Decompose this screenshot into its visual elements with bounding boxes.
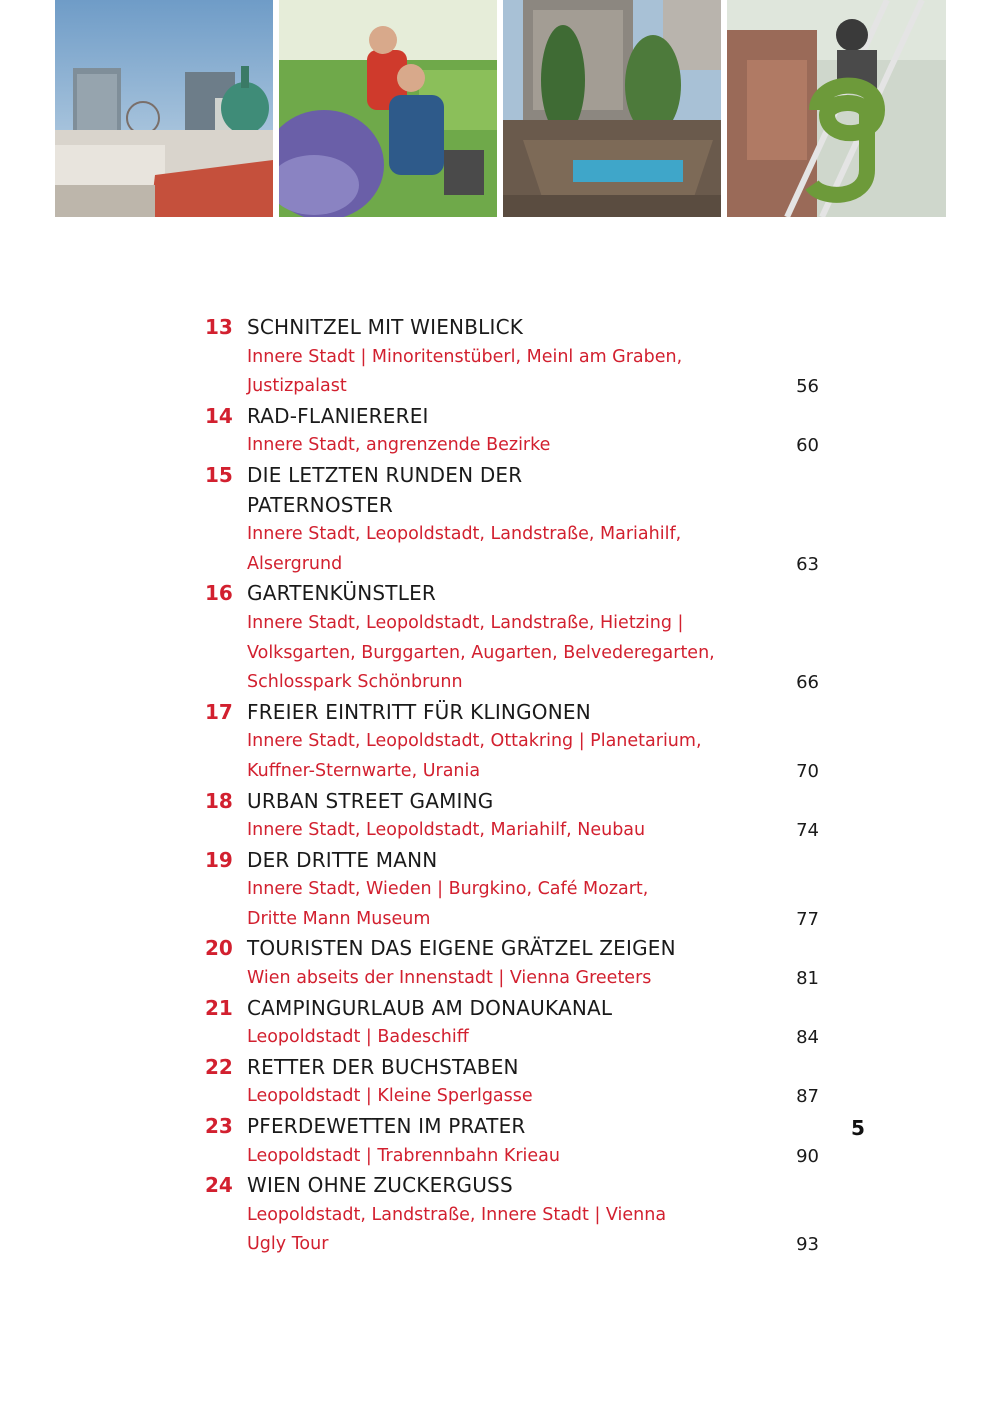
chapter-locations: Innere Stadt, Leopoldstadt, Mariahilf, Neubau [247,820,646,841]
toc-subtitle-row [205,639,825,669]
toc-title-row [205,491,825,521]
chapter-number: 23 [205,1114,233,1139]
toc-subtitle-row [205,372,825,402]
chapter-number: 21 [205,995,233,1020]
chapter-locations: Ugly Tour [247,1234,329,1255]
toc-title-row [205,579,825,609]
chapter-title: SCHNITZEL MIT WIENBLICK [247,315,524,339]
chapter-locations: Leopoldstadt | Kleine Sperlgasse [247,1086,533,1107]
toc-entry [205,846,825,935]
chapter-locations: Kuffner-Sternwarte, Urania [247,760,481,781]
chapter-page-number: 74 [796,820,819,842]
toc-subtitle-row [205,1023,825,1053]
toc-entry [205,787,825,846]
toc-entry [205,461,825,579]
toc-title-row [205,1112,825,1142]
toc-title-row [205,1053,825,1083]
toc-entry [205,1112,825,1171]
chapter-locations: Alsergrund [247,553,343,574]
chapter-locations: Leopoldstadt | Trabrennbahn Krieau [247,1145,560,1166]
chapter-number: 22 [205,1054,233,1079]
chapter-page-number: 90 [796,1145,819,1167]
toc-subtitle-row [205,727,825,757]
chapter-locations: Leopoldstadt | Badeschiff [247,1027,469,1048]
toc-entry [205,994,825,1053]
chapter-title: RETTER DER BUCHSTABEN [247,1054,519,1079]
toc-subtitle-row [205,1142,825,1172]
chapter-title: PFERDEWETTEN IM PRATER [247,1114,526,1139]
chapter-number: 17 [205,699,233,724]
toc-title-row [205,1171,825,1201]
chapter-page-number: 56 [796,376,819,398]
chapter-locations: Innere Stadt, angrenzende Bezirke [247,435,551,456]
chapter-title: TOURISTEN DAS EIGENE GRÄTZEL ZEIGEN [247,936,676,961]
toc-subtitle-row [205,875,825,905]
toc-subtitle-row [205,609,825,639]
chapter-locations: Innere Stadt, Leopoldstadt, Ottakring | Planetarium, [247,731,702,752]
table-of-contents [205,313,825,1260]
chapter-page-number: 66 [796,672,819,694]
chapter-page-number: 93 [796,1234,819,1256]
chapter-page-number: 81 [796,968,819,990]
toc-entry [205,934,825,993]
toc-entry [205,1171,825,1260]
chapter-locations: Schlosspark Schönbrunn [247,672,463,693]
toc-title-row [205,787,825,817]
chapter-page-number: 70 [796,760,819,782]
toc-subtitle-row [205,1201,825,1231]
chapter-title: GARTENKÜNSTLER [247,581,437,606]
toc-subtitle-row [205,905,825,935]
toc-title-row [205,994,825,1024]
chapter-locations: Innere Stadt, Leopoldstadt, Landstraße, Mariahilf, [247,524,682,545]
chapter-locations: Innere Stadt, Wieden | Burgkino, Café Mozart, [247,879,649,900]
chapter-number: 16 [205,581,233,606]
chapter-locations: Justizpalast [247,376,347,397]
page-number: 5 [851,1116,865,1140]
chapter-title: RAD-FLANIEREREI [247,403,429,428]
chapter-page-number: 77 [796,908,819,930]
chapter-number: 14 [205,403,233,428]
chapter-title: FREIER EINTRITT FÜR KLINGONEN [247,699,591,724]
photo-badeschiff [503,0,721,217]
photo-letter-sign [727,0,946,217]
chapter-page-number: 87 [796,1086,819,1108]
toc-title-row [205,461,825,491]
chapter-page-number: 84 [796,1027,819,1049]
chapter-title: URBAN STREET GAMING [247,788,494,813]
chapter-number: 24 [205,1173,233,1198]
chapter-number: 13 [205,315,233,339]
toc-entry [205,1053,825,1112]
toc-subtitle-row [205,816,825,846]
chapter-locations: Dritte Mann Museum [247,908,431,929]
toc-title-row [205,313,825,343]
toc-title-row [205,934,825,964]
chapter-locations: Innere Stadt | Minoritenstüberl, Meinl am Graben, [247,346,683,367]
toc-subtitle-row [205,1082,825,1112]
chapter-locations: Leopoldstadt, Landstraße, Innere Stadt | Vienna [247,1204,667,1225]
toc-subtitle-row [205,964,825,994]
toc-title-row [205,846,825,876]
chapter-number: 18 [205,788,233,813]
toc-subtitle-row [205,757,825,787]
chapter-title: CAMPINGURLAUB AM DONAUKANAL [247,995,613,1020]
photo-garden-people [279,0,497,217]
chapter-title: DIE LETZTEN RUNDEN DER [247,462,523,487]
chapter-number: 19 [205,847,233,872]
toc-subtitle-row [205,431,825,461]
toc-subtitle-row [205,520,825,550]
chapter-locations: Innere Stadt, Leopoldstadt, Landstraße, Hietzing | [247,612,684,633]
chapter-title: PATERNOSTER [247,492,394,517]
toc-title-row [205,402,825,432]
chapter-title: WIEN OHNE ZUCKERGUSS [247,1173,513,1198]
photo-vienna-skyline [55,0,273,217]
toc-subtitle-row [205,1230,825,1260]
chapter-locations: Wien abseits der Innenstadt | Vienna Greeters [247,968,652,989]
chapter-number: 20 [205,936,233,961]
chapter-page-number: 63 [796,553,819,575]
chapter-title: DER DRITTE MANN [247,847,438,872]
toc-title-row [205,698,825,728]
toc-subtitle-row [205,668,825,698]
toc-entry [205,698,825,787]
toc-subtitle-row [205,343,825,373]
photo-strip [55,0,946,217]
toc-entry [205,402,825,461]
toc-entry [205,313,825,402]
toc-entry [205,579,825,697]
toc-subtitle-row [205,550,825,580]
chapter-number: 15 [205,462,233,487]
chapter-page-number: 60 [796,435,819,457]
chapter-locations: Volksgarten, Burggarten, Augarten, Belvederegarten, [247,642,715,663]
